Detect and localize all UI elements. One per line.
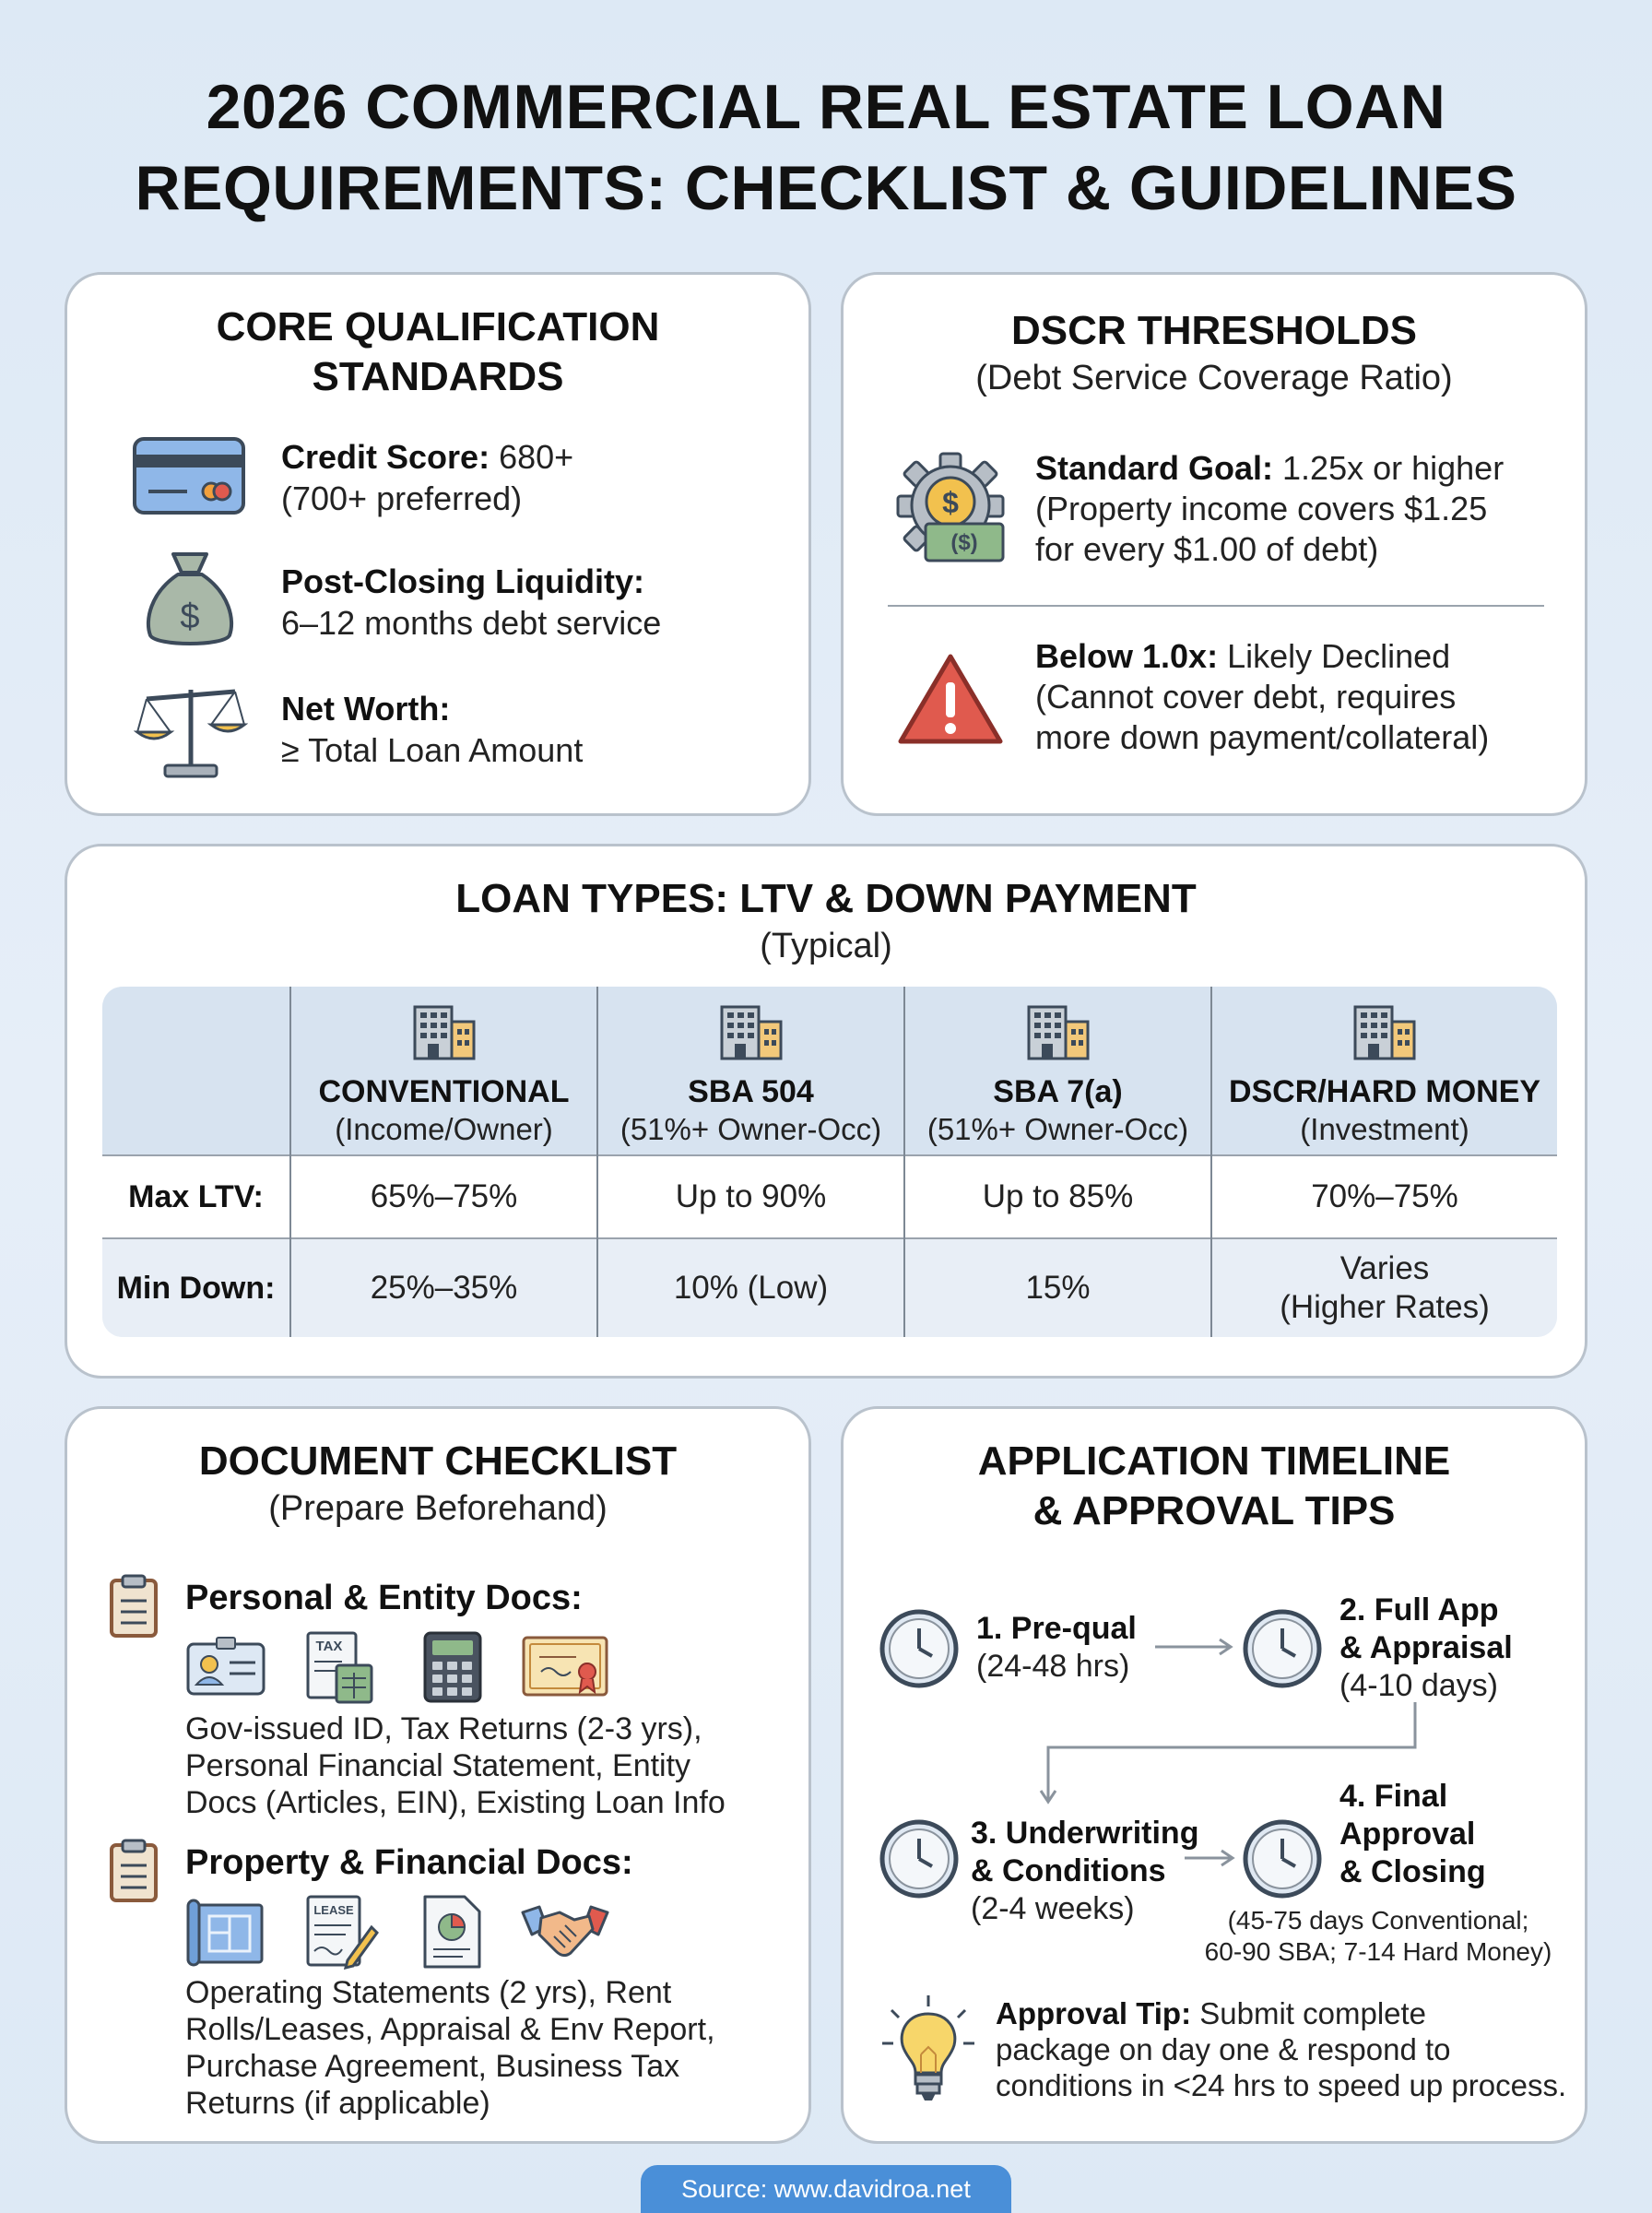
clock-icon [1242, 1608, 1323, 1694]
net-worth-item [281, 688, 583, 771]
cell-value: Varies [1339, 1250, 1430, 1286]
step-4 [1339, 1778, 1486, 1891]
step-1-duration: (24-48 hrs) [976, 1649, 1130, 1684]
core-title-line2: STANDARDS [312, 354, 564, 399]
table-cell [905, 1156, 1210, 1237]
document-checklist-card [65, 1406, 811, 2144]
liquidity-item [281, 561, 661, 644]
building-icon [718, 1001, 785, 1067]
dscr-card-title: DSCR THRESHOLDS [1010, 308, 1418, 353]
lease-label: LEASE [313, 1903, 354, 1917]
timeline-title-line1: APPLICATION TIMELINE [977, 1438, 1451, 1484]
clock-icon [879, 1608, 960, 1694]
money-bag-icon [141, 547, 239, 655]
dscr-standard-label: Standard Goal: [1035, 449, 1274, 487]
step-3-label: 3. Underwriting [971, 1816, 1199, 1851]
liquidity-value: 6–12 months debt service [281, 604, 662, 642]
source-link[interactable]: Source: www.davidroa.net [641, 2165, 1011, 2213]
credit-score-value: 680+ [490, 438, 574, 476]
property-docs-heading: Property & Financial Docs: [185, 1843, 633, 1882]
timeline-title-line2: & APPROVAL TIPS [1032, 1488, 1396, 1533]
building-icon [1025, 1001, 1092, 1067]
table-cell [291, 1156, 596, 1237]
loan-types-table [102, 987, 1557, 1337]
row-label-text: Max LTV: [128, 1178, 264, 1214]
svg-text:$: $ [942, 486, 959, 519]
clock-icon [879, 1818, 960, 1904]
step-1 [976, 1610, 1137, 1686]
building-icon [1351, 1001, 1418, 1067]
liquidity-label: Post-Closing Liquidity: [281, 562, 644, 600]
column-sub: (51%+ Owner-Occ) [620, 1111, 882, 1146]
id-card-icon [185, 1635, 266, 1702]
scales-icon [134, 680, 248, 787]
warning-icon [896, 651, 1005, 751]
cell-value: 70%–75% [1311, 1178, 1458, 1214]
net-worth-label: Net Worth: [281, 690, 451, 728]
cell-value: 15% [1025, 1270, 1091, 1306]
row-label-min-down [102, 1239, 289, 1337]
cell-value: Up to 85% [982, 1178, 1134, 1214]
dscr-card-subtitle: (Debt Service Coverage Ratio) [975, 359, 1453, 397]
step-2-label-2: & Appraisal [1339, 1630, 1513, 1665]
table-cell [905, 1239, 1210, 1337]
core-card-title [67, 302, 808, 402]
step-1-label: 1. Pre-qual [976, 1611, 1137, 1646]
column-sub: (Income/Owner) [335, 1111, 553, 1146]
building-icon [411, 1001, 478, 1067]
clock-icon [1242, 1818, 1323, 1904]
gear-money-icon [894, 450, 1009, 569]
property-docs-line: Rolls/Leases, Appraisal & Env Report, [185, 2012, 715, 2047]
personal-docs-line: Personal Financial Statement, Entity [185, 1748, 691, 1783]
step-4-label-3: & Closing [1339, 1854, 1486, 1889]
property-docs-line: Purchase Agreement, Business Tax [185, 2049, 680, 2084]
step-2 [1339, 1592, 1513, 1705]
column-sub: (Investment) [1300, 1111, 1469, 1146]
approval-tip [996, 1995, 1566, 2103]
dscr-divider [888, 605, 1544, 607]
core-title-line1: CORE QUALIFICATION [216, 304, 660, 349]
row-label-max-ltv [102, 1156, 289, 1237]
clipboard-icon [108, 1838, 159, 1909]
column-name: DSCR/HARD MONEY [1228, 1073, 1541, 1109]
personal-docs-line: Gov-issued ID, Tax Returns (2-3 yrs), [185, 1711, 702, 1746]
calculator-icon [422, 1630, 483, 1709]
docs-title: DOCUMENT CHECKLIST [198, 1438, 678, 1484]
step-3-duration: (2-4 weeks) [971, 1891, 1135, 1926]
column-header [905, 996, 1210, 1153]
approval-tip-line: package on day one & respond to [996, 2032, 1451, 2066]
credit-score-item [281, 436, 573, 519]
cell-value: 25%–35% [370, 1270, 518, 1306]
cell-value-note: (Higher Rates) [1280, 1289, 1490, 1325]
svg-text:($): ($) [950, 530, 978, 555]
dscr-below-line2: (Cannot cover debt, requires [1035, 678, 1457, 716]
personal-docs-heading: Personal & Entity Docs: [185, 1579, 583, 1617]
step-3-label-2: & Conditions [971, 1853, 1166, 1888]
step-4-label-2: Approval [1339, 1817, 1476, 1852]
dscr-standard-line3: for every $1.00 of debt) [1035, 530, 1379, 568]
personal-docs-text [185, 1710, 726, 1821]
net-worth-value: ≥ Total Loan Amount [281, 731, 584, 769]
cell-value: Up to 90% [675, 1178, 827, 1214]
table-cell [291, 1239, 596, 1337]
page-title-line1: 2026 COMMERCIAL REAL ESTATE LOAN [206, 72, 1446, 142]
row-label-text: Min Down: [116, 1270, 276, 1306]
column-name: SBA 504 [688, 1073, 814, 1109]
property-docs-line: Operating Statements (2 yrs), Rent [185, 1975, 672, 2010]
property-docs-line: Returns (if applicable) [185, 2086, 490, 2121]
approval-tip-text: Submit complete [1191, 1996, 1427, 2030]
certificate-icon [521, 1635, 609, 1704]
core-qualification-card [65, 272, 811, 816]
step-4-note-line: 60-90 SBA; 7-14 Hard Money) [1204, 1937, 1552, 1966]
column-name: CONVENTIONAL [318, 1073, 570, 1109]
dscr-below-value: Likely Declined [1218, 637, 1451, 675]
dscr-below-item [1035, 636, 1489, 758]
application-timeline-card [841, 1406, 1587, 2144]
credit-card-icon [132, 436, 246, 520]
lightbulb-icon [880, 1994, 976, 2107]
step-4-note [1185, 1905, 1572, 1968]
approval-tip-line: conditions in <24 hrs to speed up process. [996, 2068, 1567, 2102]
tax-return-icon [305, 1630, 375, 1709]
docs-subtitle: (Prepare Beforehand) [268, 1489, 608, 1528]
column-header [291, 996, 596, 1153]
step-4-label: 4. Final [1339, 1779, 1448, 1814]
dscr-standard-value: 1.25x or higher [1273, 449, 1504, 487]
handshake-icon [519, 1903, 611, 1967]
loan-types-card [65, 844, 1587, 1379]
tax-label: TAX [315, 1639, 343, 1654]
loan-types-subtitle: (Typical) [760, 927, 892, 965]
blueprint-icon [185, 1898, 268, 1972]
column-header [1212, 996, 1557, 1153]
dscr-below-line3: more down payment/collateral) [1035, 718, 1490, 756]
column-sub: (51%+ Owner-Occ) [926, 1111, 1189, 1146]
dscr-standard-item [1035, 448, 1504, 570]
svg-text:$: $ [180, 598, 200, 636]
step-4-note-line: (45-75 days Conventional; [1227, 1906, 1529, 1935]
credit-score-label: Credit Score: [281, 438, 490, 476]
table-cell [598, 1239, 903, 1337]
column-header [598, 996, 903, 1153]
approval-tip-label: Approval Tip: [996, 1996, 1192, 2030]
credit-score-note: (700+ preferred) [281, 479, 523, 517]
page-title [0, 66, 1652, 229]
table-cell [1212, 1239, 1557, 1337]
clipboard-icon [108, 1573, 159, 1644]
loan-types-title: LOAN TYPES: LTV & DOWN PAYMENT [455, 876, 1197, 921]
column-name: SBA 7(a) [993, 1073, 1123, 1109]
dscr-standard-line2: (Property income covers $1.25 [1035, 490, 1488, 527]
lease-icon [305, 1894, 379, 1974]
table-cell [598, 1156, 903, 1237]
step-2-duration: (4-10 days) [1339, 1668, 1498, 1703]
property-docs-text [185, 1974, 715, 2122]
report-chart-icon [422, 1894, 483, 1974]
page-title-line2: REQUIREMENTS: CHECKLIST & GUIDELINES [135, 153, 1517, 223]
dscr-card [841, 272, 1587, 816]
cell-value: 10% (Low) [673, 1270, 829, 1306]
table-cell [1212, 1156, 1557, 1237]
personal-docs-line: Docs (Articles, EIN), Existing Loan Info [185, 1785, 726, 1820]
cell-value: 65%–75% [370, 1178, 518, 1214]
dscr-below-label: Below 1.0x: [1035, 637, 1219, 675]
step-2-label: 2. Full App [1339, 1592, 1499, 1627]
step-3 [971, 1815, 1198, 1928]
